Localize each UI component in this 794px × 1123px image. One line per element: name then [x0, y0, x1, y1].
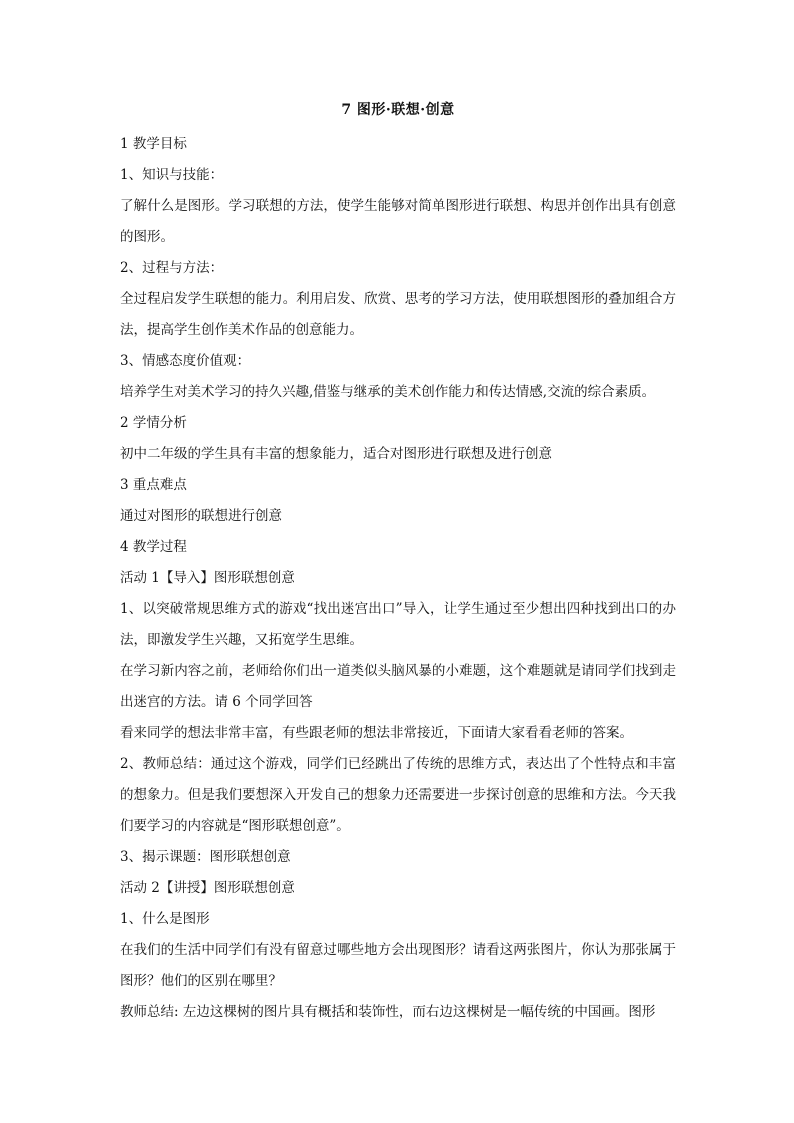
activity-1-heading: 活动 1【导入】图形联想创意 — [120, 570, 295, 586]
section-heading-student-analysis: 2 学情分析 — [120, 415, 187, 431]
paragraph-activity-1-intro: 1、以突破常规思维方式的游戏“找出迷宫出口”导入，让学生通过至少想出四种找到出口的办法，即激发学生兴趣，又拓宽学生思维。 — [120, 601, 676, 648]
paragraph-process-method: 全过程启发学生联想的能力。利用启发、欣赏、思考的学习方法，使用联想图形的叠加组合方法，提高学生创作美术作品的创意能力。 — [120, 291, 676, 338]
paragraph-knowledge-skills: 了解什么是图形。学习联想的方法，使学生能够对简单图形进行联想、构思并创作出具有创意的图形。 — [120, 198, 676, 245]
line-reveal-topic: 3、揭示课题：图形联想创意 — [120, 849, 291, 865]
activity-2-heading: 活动 2【讲授】图形联想创意 — [120, 880, 295, 896]
document-page — [120, 100, 676, 1028]
paragraph-teacher-summary: 教师总结: 左边这棵树的图片具有概括和装饰性，而右边这棵树是一幅传统的中国画。图形 — [120, 1004, 656, 1020]
paragraph-activity-1-summary: 2、教师总结：通过这个游戏，同学们已经跳出了传统的思维方式，表达出了个性特点和丰富的想象力。但是我们要想深入开发自己的想象力还需要进一步探讨创意的思维和方法。今天我们要学习的内容就是“图形联想创意”。 — [120, 756, 676, 834]
section-heading-key-points: 3 重点难点 — [120, 477, 187, 493]
paragraph-key-points: 通过对图形的联想进行创意 — [120, 508, 282, 524]
subheading-process-method: 2、过程与方法： — [120, 260, 224, 276]
paragraph-student-analysis: 初中二年级的学生具有丰富的想象能力，适合对图形进行联想及进行创意 — [120, 446, 552, 462]
subheading-knowledge-skills: 1、知识与技能： — [120, 167, 224, 183]
subheading-what-is-graphic: 1、什么是图形 — [120, 911, 210, 927]
paragraph-activity-1-answers: 看来同学的想法非常丰富，有些跟老师的想法非常接近，下面请大家看看老师的答案。 — [120, 725, 633, 741]
section-heading-objectives: 1 教学目标 — [120, 136, 187, 152]
paragraph-activity-1-question: 在学习新内容之前，老师给你们出一道类似头脑风暴的小难题，这个难题就是请同学们找到走出迷宫的方法。请 6 个同学回答 — [120, 663, 676, 710]
document-title: 7 图形·联想·创意 — [341, 102, 455, 118]
section-heading-teaching-process: 4 教学过程 — [120, 539, 187, 555]
subheading-emotion-values: 3、情感态度价值观： — [120, 353, 251, 369]
paragraph-graphic-question: 在我们的生活中同学们有没有留意过哪些地方会出现图形？请看这两张图片，你认为那张属于图形？他们的区别在哪里？ — [120, 942, 676, 989]
paragraph-emotion-values: 培养学生对美术学习的持久兴趣,借鉴与继承的美术创作能力和传达情感,交流的综合素质。 — [120, 384, 656, 400]
